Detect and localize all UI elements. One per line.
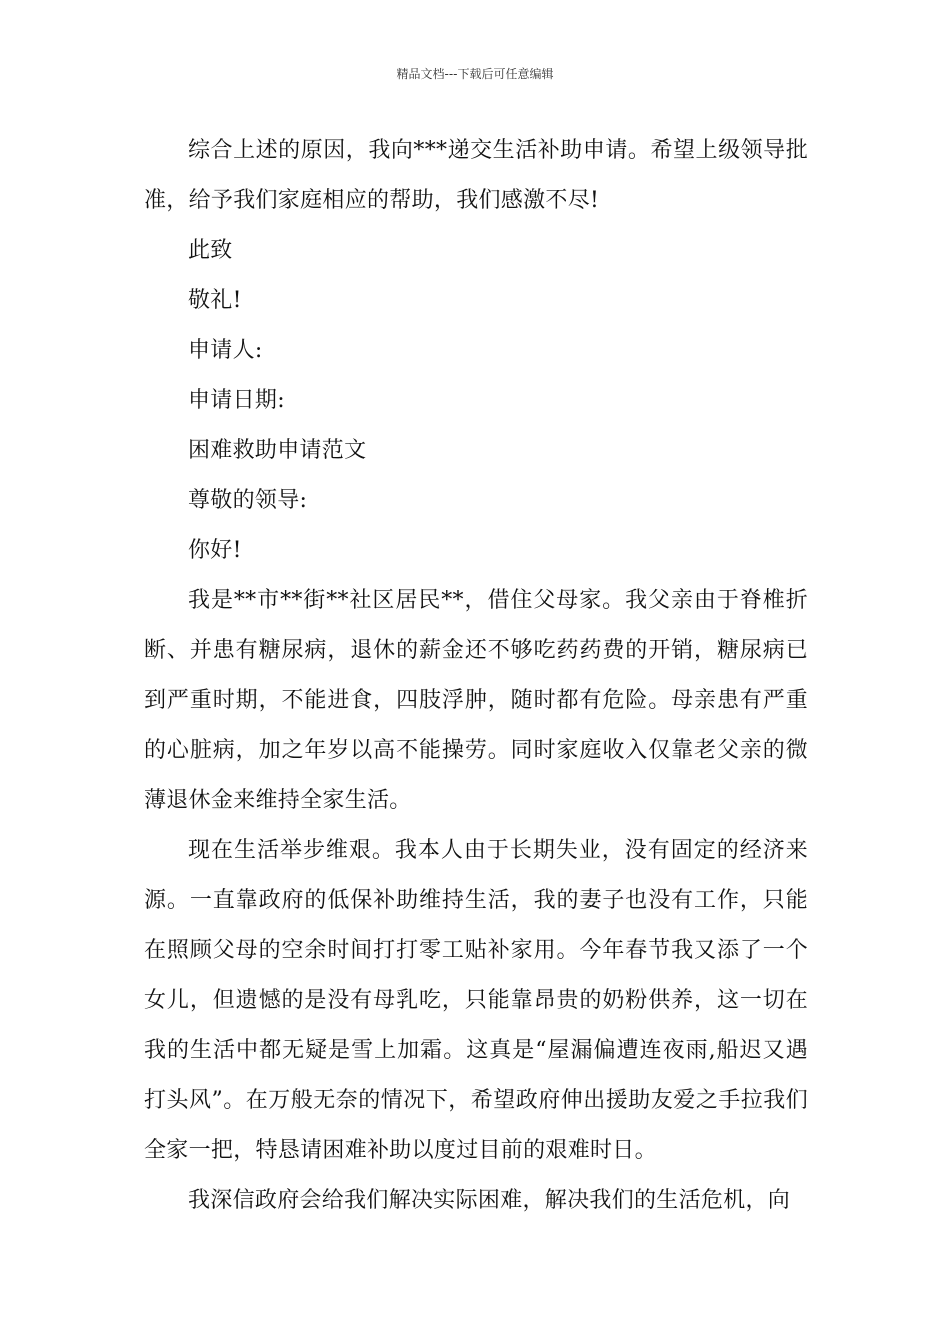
salutation-line: 尊敬的领导: [188,488,308,513]
document-body [144,126,808,1226]
closing-line-2: 敬礼! [188,288,242,313]
closing-line-1: 此致 [188,238,233,263]
applicant-line: 申请人: [188,338,263,363]
date-line: 申请日期: [188,388,285,413]
paragraph-hardship: 现在生活举步维艰。我本人由于长期失业，没有固定的经济来源。一直靠政府的低保补助维持生活，我的妻子也没有工作，只能在照顾父母的空余时间打打零工贴补家用。今年春节我又添了一个女儿，但遗憾的是没有母乳吃，只能靠昂贵的奶粉供养，这一切在我的生活中都无疑是雪上加霜。这真是“屋漏偏遭连夜雨,船迟又遇打头风”。在万般无奈的情况下，希望政府伸出援助友爱之手拉我们全家一把，特恳请困难补助以度过目前的艰难时日。 [144,838,808,1163]
greeting-line: 你好! [188,538,242,563]
paragraph-belief: 我深信政府会给我们解决实际困难，解决我们的生活危机，向 [188,1188,791,1213]
paragraph-request-summary: 综合上述的原因，我向***递交生活补助申请。希望上级领导批准，给予我们家庭相应的帮助，我们感激不尽! [144,138,808,213]
document-title: 困难救助申请范文 [188,438,367,463]
page-header: 精品文档---下载后可任意编辑 [396,67,554,81]
paragraph-family-situation: 我是**市**街**社区居民**，借住父母家。我父亲由于脊椎折断、并患有糖尿病，退休的薪金还不够吃药药费的开销，糖尿病已到严重时期，不能进食，四肢浮肿，随时都有危险。母亲患有严重的心脏病，加之年岁以高不能操劳。同时家庭收入仅靠老父亲的微薄退休金来维持全家生活。 [144,588,808,813]
